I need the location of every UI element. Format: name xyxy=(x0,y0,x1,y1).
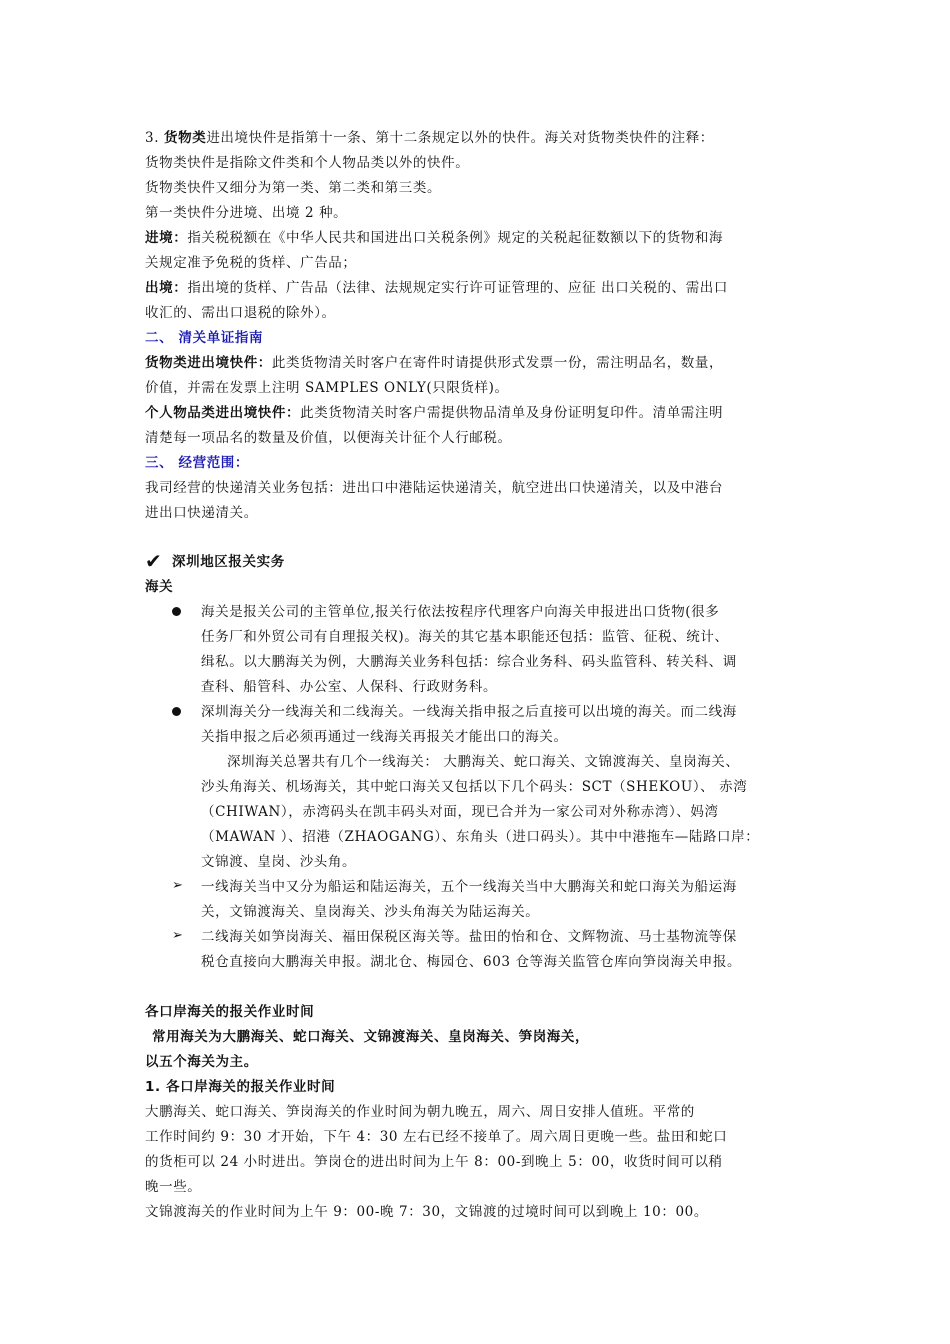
subheading-customs: 海关 xyxy=(145,579,174,595)
bullet-dot-icon xyxy=(172,707,181,716)
text-line: 第一类快件分进境、出境 2 种。 xyxy=(145,205,348,221)
text-line: 二线海关如笋岗海关、福田保税区海关等。盐田的怡和仓、文辉物流、马士基物流等保 xyxy=(201,929,737,945)
text-line: 文锦渡海关的作业时间为上午 9：00-晚 7：30，文锦渡的过境时间可以到晚上 10：00。 xyxy=(145,1204,708,1220)
para-goods-clearance xyxy=(145,353,723,373)
arrow-bullet-icon: ➢ xyxy=(172,928,183,943)
heading-numbered-hours: 1. 各口岸海关的报关作业时间 xyxy=(145,1079,336,1095)
heading-work-hours: 各口岸海关的报关作业时间 xyxy=(145,1004,315,1020)
text-line: 关指申报之后必须再通过一线海关再报关才能出口的海关。 xyxy=(201,729,568,745)
text-line: 清楚每一项品名的数量及价值，以便海关计征个人行邮税。 xyxy=(145,430,512,446)
text-line: 沙头角海关、机场海关，其中蛇口海关又包括以下几个码头：SCT（SHEKOU）、 赤湾 xyxy=(201,779,748,795)
heading-five-customs: 以五个海关为主。 xyxy=(145,1054,258,1070)
text-line: 税仓直接向大鹏海关申报。湖北仓、梅园仓、603 仓等海关监管仓库向笋岗海关申报。 xyxy=(201,954,742,970)
text-line: 货物类快件是指除文件类和个人物品类以外的快件。 xyxy=(145,155,470,171)
text-line: 关规定准予免税的货样、广告品； xyxy=(145,255,357,271)
arrow-bullet-icon: ➢ xyxy=(172,878,183,893)
para-export xyxy=(145,278,728,298)
text: 指出境的货样、广告品（法律、法规规定实行许可证管理的、应征 出口关税的、需出口 xyxy=(187,280,729,296)
text-line: （MAWAN ）、招港（ZHAOGANG）、东角头（进口码头）。其中中港拖车—陆路口岸： xyxy=(201,829,760,845)
bullet-dot-icon xyxy=(172,607,181,616)
goods-term: 货物类 xyxy=(164,130,207,146)
text: 进出境快件是指第十一条、第十二条规定以外的快件。海关对货物类快件的注释： xyxy=(206,130,714,146)
text-line: 晚一些。 xyxy=(145,1179,202,1195)
text-line: 深圳海关分一线海关和二线海关。一线海关指申报之后直接可以出境的海关。而二线海 xyxy=(201,704,737,720)
text-line: 收汇的、需出口退税的除外）。 xyxy=(145,305,336,321)
text: 指关税税额在《中华人民共和国进出口关税条例》规定的关税起征数额以下的货物和海 xyxy=(187,230,724,246)
text-line: 价值，并需在发票上注明 SAMPLES ONLY(只限货样)。 xyxy=(145,380,509,396)
text-line: 进出口快递清关。 xyxy=(145,505,258,521)
text-line: 海关是报关公司的主管单位,报关行依法按程序代理客户向海关申报进出口货物(很多 xyxy=(201,604,720,620)
text-line: 查科、船管科、办公室、人保科、行政财务科。 xyxy=(201,679,498,695)
text-line: 工作时间约 9：30 才开始，下午 4：30 左右已经不接单了。周六周日更晚一些。盐田和蛇口 xyxy=(145,1129,728,1145)
text-line: 文锦渡、皇岗、沙头角。 xyxy=(201,854,357,870)
text-line: 大鹏海关、蛇口海关、笋岗海关的作业时间为朝九晚五，周六、周日安排人值班。平常的 xyxy=(145,1104,695,1120)
text: 此类货物清关时客户需提供物品清单及身份证明复印件。清单需注明 xyxy=(300,405,724,421)
check-icon: ✔ xyxy=(145,549,162,573)
text-line: 关，文锦渡海关、皇岗海关、沙头角海关为陆运海关。 xyxy=(201,904,540,920)
item-number: 3. xyxy=(145,130,160,146)
text-line: 缉私。以大鹏海关为例，大鹏海关业务科包括：综合业务科、码头监管科、转关科、调 xyxy=(201,654,737,670)
text-line: 我司经营的快递清关业务包括：进出口中港陆运快递清关，航空进出口快递清关，以及中港台 xyxy=(145,480,724,496)
section-title-shenzhen: 深圳地区报关实务 xyxy=(172,554,285,570)
para-personal-clearance xyxy=(145,403,723,423)
heading-common-customs: 常用海关为大鹏海关、蛇口海关、文锦渡海关、皇岗海关、笋岗海关， xyxy=(152,1029,590,1045)
para-goods-express xyxy=(145,128,714,148)
section-heading-scope: 三、 经营范围： xyxy=(145,455,249,471)
goods-term: 货物类进出境快件： xyxy=(145,355,272,371)
text-line: 深圳海关总署共有几个一线海关： 大鹏海关、蛇口海关、文锦渡海关、皇岗海关、 xyxy=(227,754,740,770)
text-line: 一线海关当中又分为船运和陆运海关，五个一线海关当中大鹏海关和蛇口海关为船运海 xyxy=(201,879,737,895)
personal-term: 个人物品类进出境快件： xyxy=(145,405,301,421)
export-term: 出境： xyxy=(145,280,188,296)
section-heading-clearance: 二、 清关单证指南 xyxy=(145,330,264,346)
para-import xyxy=(145,228,723,248)
text-line: 货物类快件又细分为第一类、第二类和第三类。 xyxy=(145,180,442,196)
import-term: 进境： xyxy=(145,230,188,246)
text-line: （CHIWAN），赤湾码头在凯丰码头对面，现已合并为一家公司对外称赤湾）、妈湾 xyxy=(201,804,719,820)
text-line: 任务厂和外贸公司有自理报关权)。海关的其它基本职能还包括：监管、征税、统计、 xyxy=(201,629,729,645)
text: 此类货物清关时客户在寄件时请提供形式发票一份，需注明品名，数量， xyxy=(271,355,724,371)
text-line: 的货柜可以 24 小时进出。笋岗仓的进出时间为上午 8：00-到晚上 5：00，收货时间可以稍 xyxy=(145,1154,723,1170)
